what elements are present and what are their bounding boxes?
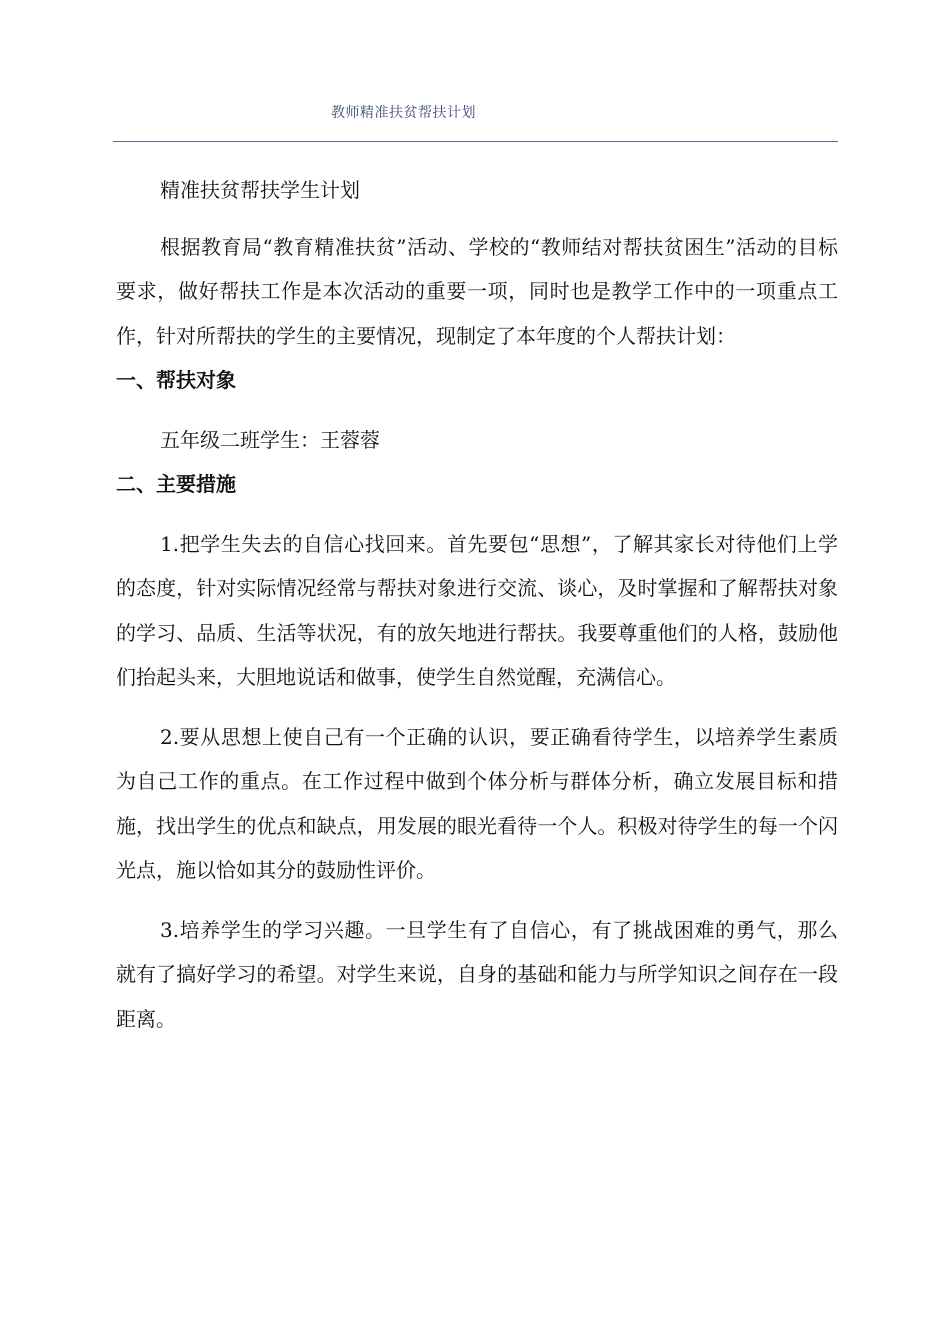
page-header-title: 教师精准扶贫帮扶计划 [331,105,476,121]
document-subtitle: 精准扶贫帮扶学生计划 [160,178,360,202]
header-divider [113,141,838,142]
section-heading-measures: 二、主要措施 [116,472,236,496]
section-heading-target: 一、帮扶对象 [116,368,236,392]
intro-paragraph: 根据教育局“教育精准扶贫”活动、学校的“教师结对帮扶贫困生”活动的目标要求，做好帮扶工作是本次活动的重要一项，同时也是教学工作中的一项重点工作，针对所帮扶的学生的主要情况，现制定了本年度的个人帮扶计划： [116,234,838,348]
document-body [116,168,838,1041]
measure-item-2: 2.要从思想上使自己有一个正确的认识，要正确看待学生，以培养学生素质为自己工作的重点。在工作过程中做到个体分析与群体分析，确立发展目标和措施，找出学生的优点和缺点，用发展的眼光看待一个人。积极对待学生的每一个闪光点，施以恰如其分的鼓励性评价。 [116,724,838,882]
measure-item-3: 3.培养学生的学习兴趣。一旦学生有了自信心，有了挑战困难的勇气，那么就有了搞好学习的希望。对学生来说，自身的基础和能力与所学知识之间存在一段距离。 [116,917,838,1031]
measure-item-1: 1.把学生失去的自信心找回来。首先要包“思想”，了解其家长对待他们上学的态度，针对实际情况经常与帮扶对象进行交流、谈心，及时掌握和了解帮扶对象的学习、品质、生活等状况，有的放矢地进行帮扶。我要尊重他们的人格，鼓励他们抬起头来，大胆地说话和做事，使学生自然觉醒，充满信心。 [116,531,838,689]
section-target-content: 五年级二班学生：王蓉蓉 [160,427,380,452]
